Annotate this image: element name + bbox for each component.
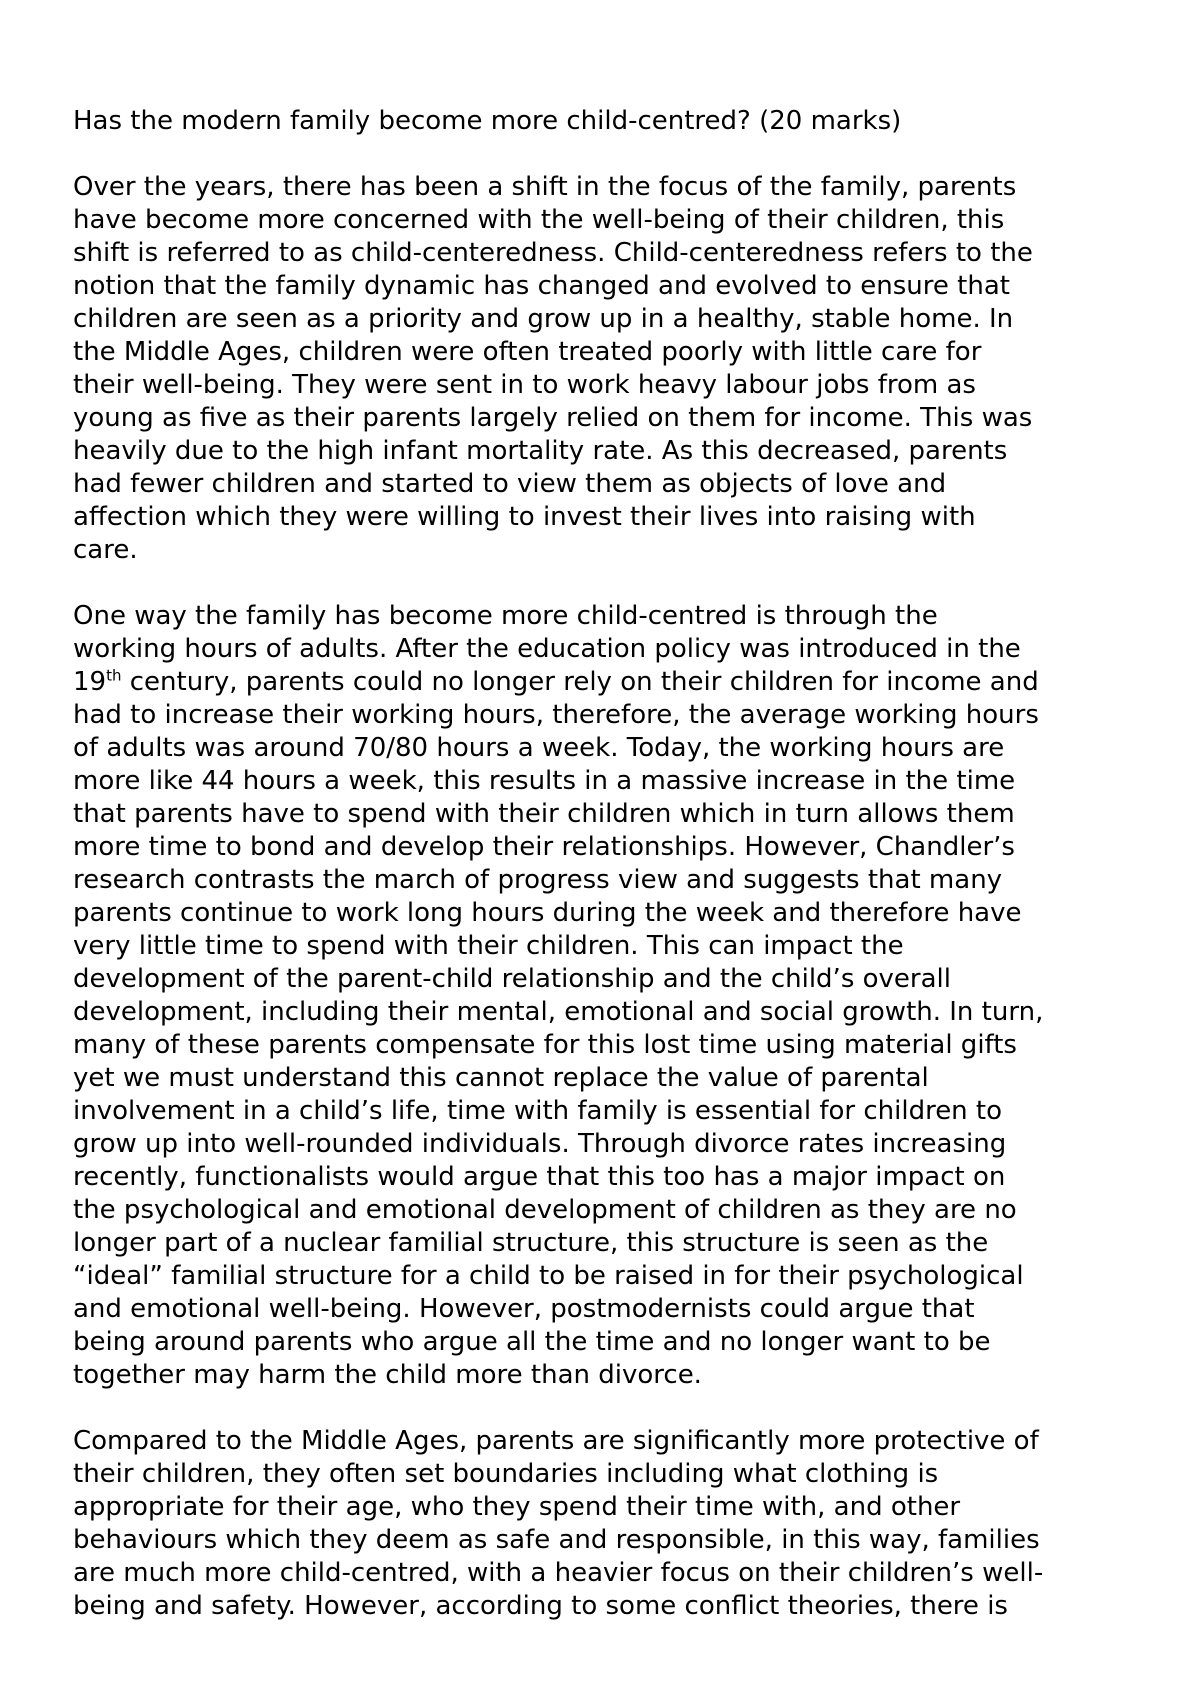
- ordinal-suffix: th: [106, 666, 122, 685]
- paragraph-introduction: Over the years, there has been a shift in the focus of the family, parents have become more concerned with the well-being of their children, this shift is referred to as child-centeredness. Child-centeredness refers to the notion that the family dynamic has changed and evolved to ensure that children are seen as a priority and grow up in a healthy, stable home. In the Middle Ages, children were often treated poorly with little care for their well-being. They were sent in to work heavy labour jobs from as young as five as their parents largely relied on them for income. This was heavily due to the high infant mortality rate. As this decreased, parents had fewer children and started to view them as objects of love and affection which they were willing to invest their lives into raising with care.: [73, 172, 1033, 565]
- paragraph-working-hours-part-1: One way the family has become more child-centred is through the working hours of adults. After the education policy was introduced in the 19: [73, 601, 1021, 697]
- paragraph-protection: Compared to the Middle Ages, parents are significantly more protective of their children, they often set boundaries including what clothing is appropriate for their age, who they spend their time with, and other behaviours which they deem as safe and responsible, in this way, families are much more child-centred, with a heavier focus on their children’s well- being and safety. However, according to some conflict theories, there is: [73, 1426, 1044, 1621]
- paragraph-working-hours-part-2: century, parents could no longer rely on their children for income and had to increase their working hours, therefore, the average working hours of adults was around 70/80 hours a week. Today, the working hours are more like 44 hours a week, this results in a massive increase in the time that parents have to spend with their children which in turn allows them more time to bond and develop their relationships. However, Chandler’s research contrasts the march of progress view and suggests that many parents continue to work long hours during the week and therefore have very little time to spend with their children. This can impact the development of the parent-child relationship and the child’s overall development, including their mental, emotional and social growth. In turn, many of these parents compensate for this lost time using material gifts yet we must understand this cannot replace the value of parental involvement in a child’s life, time with family is essential for children to grow up into well-rounded individuals. Through divorce rates increasing recently, functionalists would argue that this too has a major impact on the psychological and emotional development of children as they are no longer part of a nuclear familial structure, this structure is seen as the “ideal” familial structure for a child to be raised in for their psychological and emotional well-being. However, postmodernists could argue that being around parents who argue all the time and no longer want to be together may harm the child more than divorce.: [73, 667, 1044, 1390]
- paragraph-working-hours: [73, 600, 1148, 1392]
- essay-question: Has the modern family become more child-centred? (20 marks): [73, 106, 902, 136]
- document-body: [73, 105, 1148, 1623]
